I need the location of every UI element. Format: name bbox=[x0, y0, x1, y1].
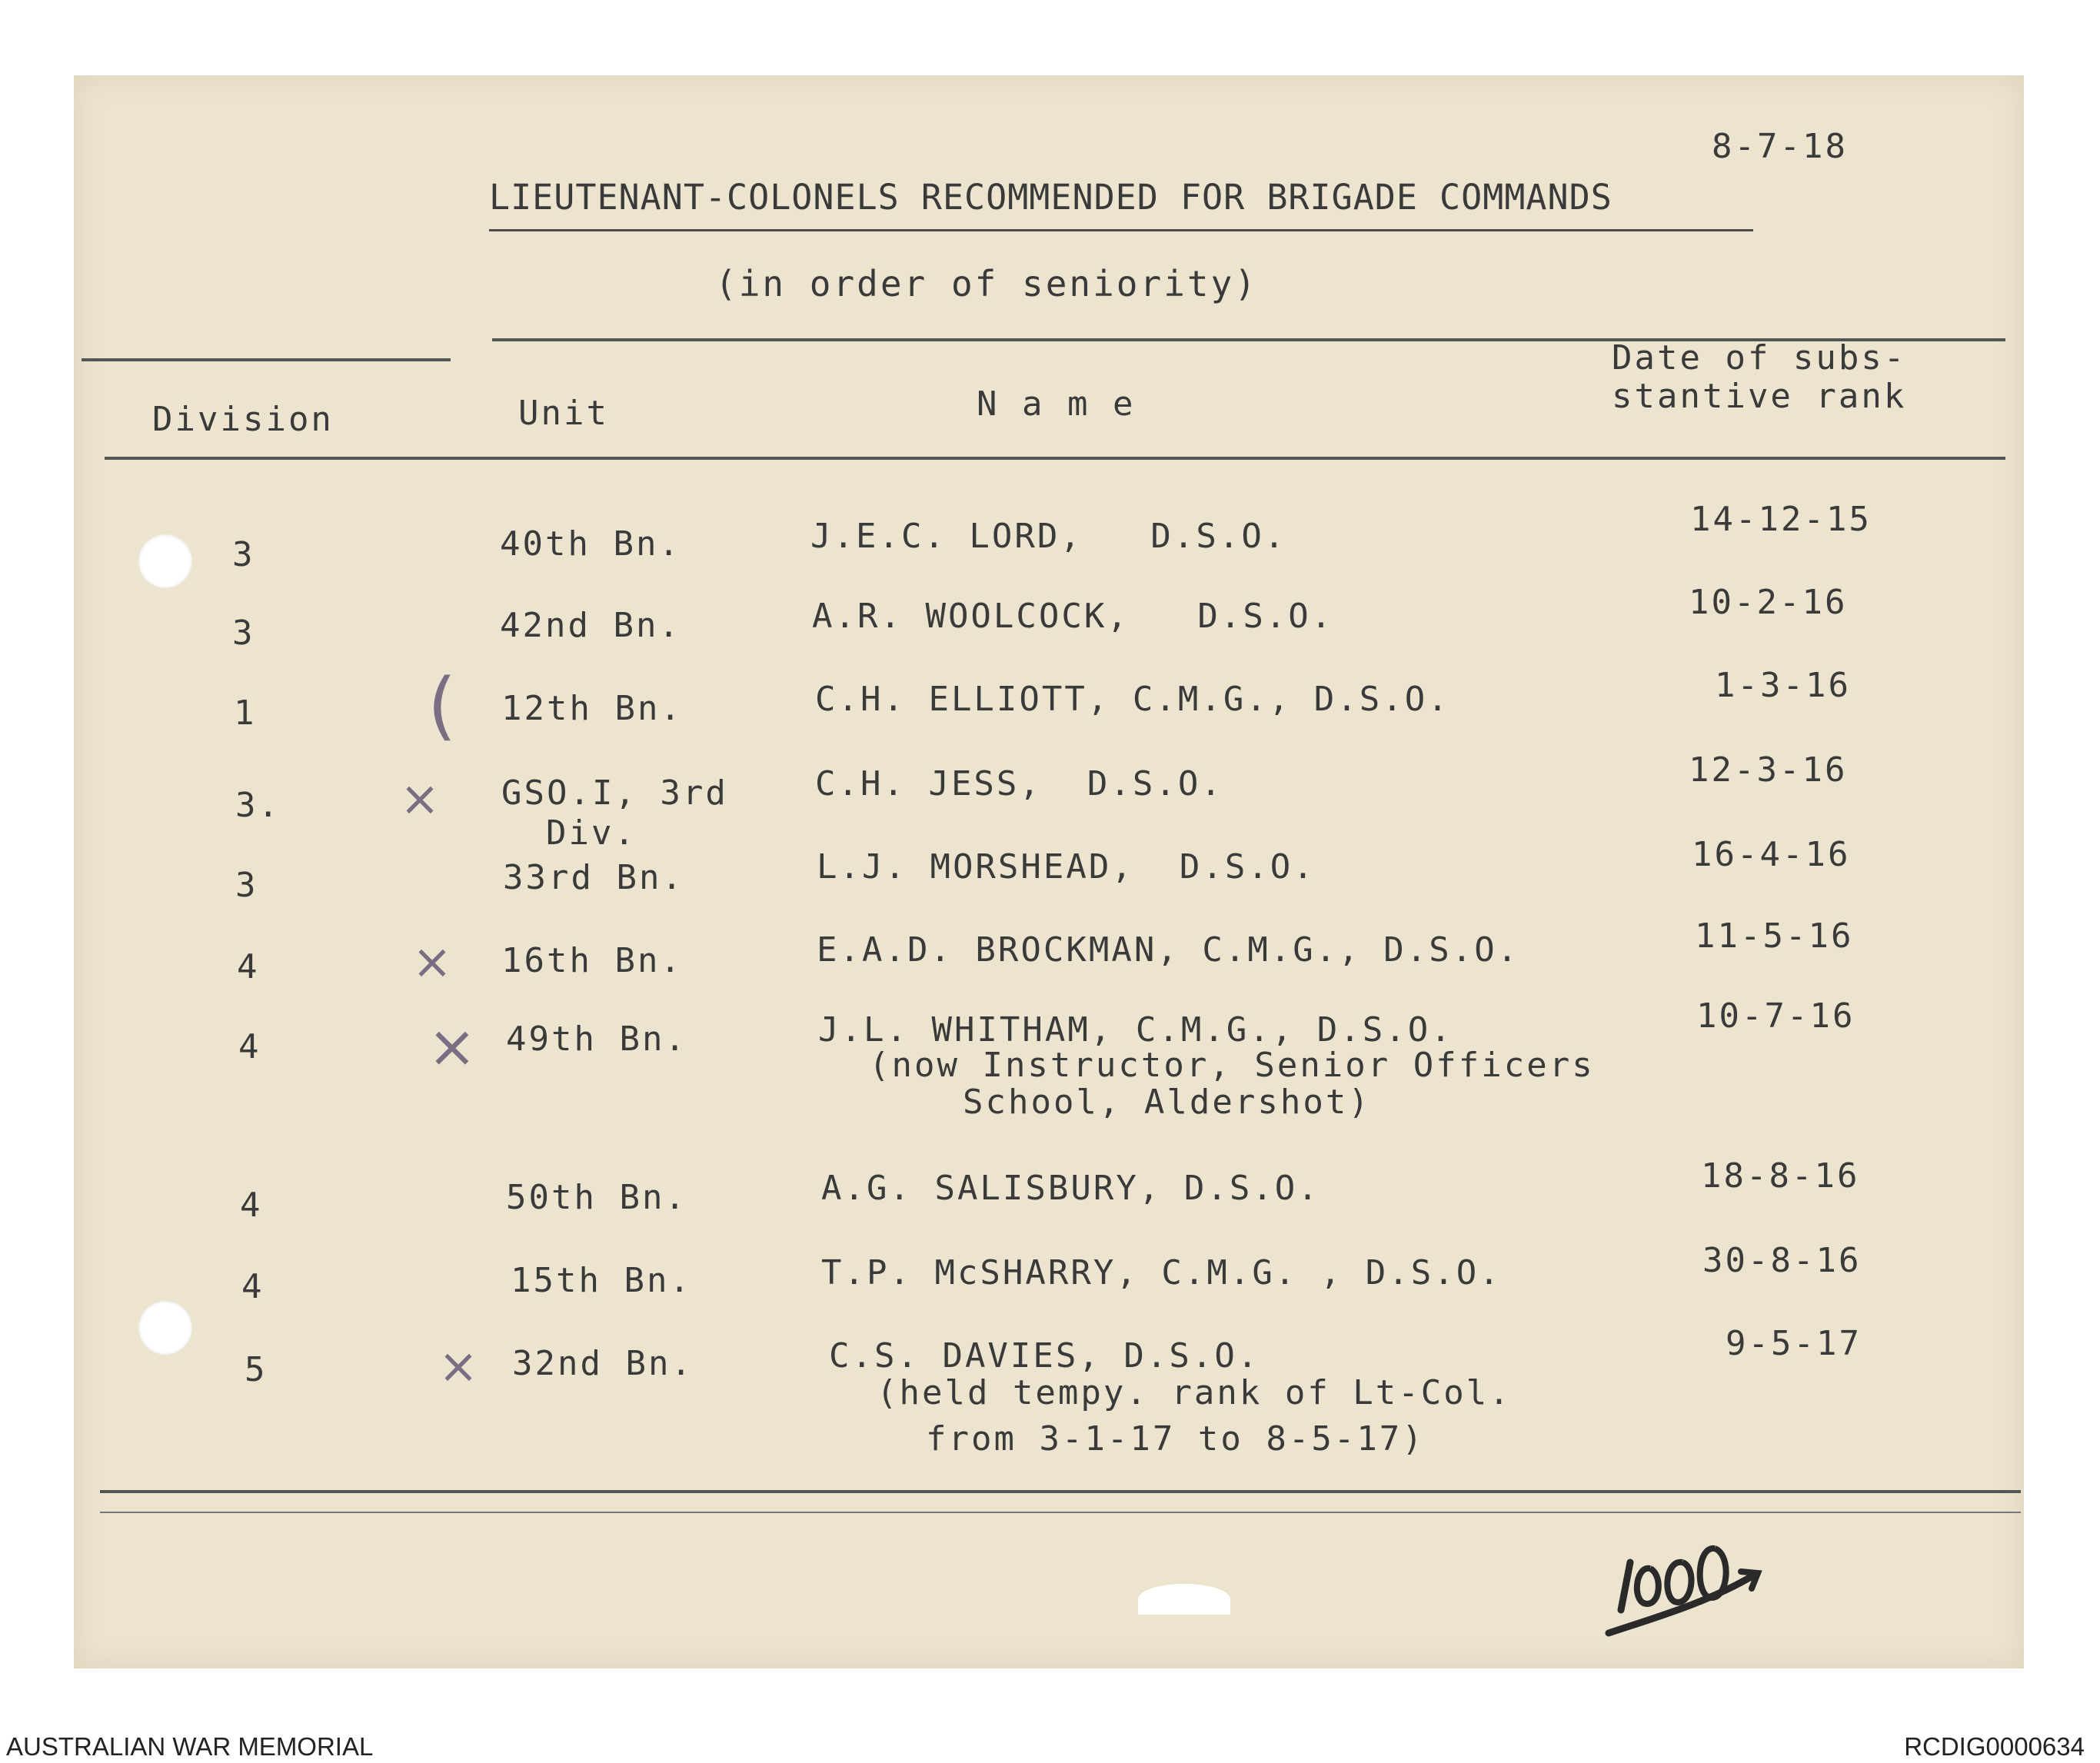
column-header-unit: Unit bbox=[518, 394, 609, 433]
row-10-note-line2: from 3-1-17 to 8-5-17) bbox=[926, 1419, 1425, 1459]
torn-edge bbox=[1138, 1584, 1230, 1615]
row-10-note-line1: (held tempy. rank of Lt-Col. bbox=[877, 1373, 1512, 1412]
row-3-name: C.H. ELLIOTT, C.M.G., D.S.O. bbox=[815, 680, 1450, 719]
document-title: LIEUTENANT-COLONELS RECOMMENDED FOR BRIGADE COMMANDS bbox=[489, 177, 1612, 218]
footer-source: AUSTRALIAN WAR MEMORIAL bbox=[6, 1732, 374, 1761]
cross-mark: × bbox=[412, 933, 452, 990]
row-1-unit: 40th Bn. bbox=[500, 524, 681, 564]
row-4-date: 12-3-16 bbox=[1689, 750, 1848, 790]
row-4-unit-line2: Div. bbox=[546, 813, 637, 853]
row-10-date: 9-5-17 bbox=[1726, 1324, 1862, 1363]
bracket-mark: ( bbox=[428, 663, 457, 749]
row-3-division: 1 bbox=[234, 694, 257, 733]
row-2-unit: 42nd Bn. bbox=[500, 606, 681, 645]
row-3-unit: 12th Bn. bbox=[501, 689, 683, 728]
row-6-unit: 16th Bn. bbox=[501, 941, 683, 980]
row-9-unit: 15th Bn. bbox=[511, 1261, 692, 1300]
row-9-name: T.P. McSHARRY, C.M.G. , D.S.O. bbox=[821, 1253, 1502, 1292]
row-1-name: J.E.C. LORD, D.S.O. bbox=[810, 517, 1287, 556]
cross-mark: × bbox=[428, 1012, 477, 1080]
row-10-division: 5 bbox=[245, 1350, 268, 1389]
row-7-division: 4 bbox=[238, 1027, 261, 1066]
row-8-name: A.G. SALISBURY, D.S.O. bbox=[821, 1169, 1320, 1208]
row-4-name: C.H. JESS, D.S.O. bbox=[815, 764, 1223, 803]
cross-mark: × bbox=[438, 1338, 478, 1394]
folio-number-handwriting bbox=[1601, 1518, 1770, 1641]
column-header-name: N a m e bbox=[977, 384, 1136, 424]
column-header-date-line1: Date of subs- bbox=[1612, 338, 1907, 378]
row-4-division: 3. bbox=[235, 786, 281, 825]
row-4-unit: GSO.I, 3rd bbox=[501, 773, 728, 813]
row-6-date: 11-5-16 bbox=[1695, 916, 1854, 956]
row-9-date: 30-8-16 bbox=[1702, 1241, 1862, 1280]
row-5-name: L.J. MORSHEAD, D.S.O. bbox=[817, 847, 1316, 886]
row-6-name: E.A.D. BROCKMAN, C.M.G., D.S.O. bbox=[817, 930, 1520, 970]
row-7-date: 10-7-16 bbox=[1696, 996, 1855, 1036]
cross-mark: × bbox=[400, 770, 440, 827]
row-2-division: 3 bbox=[232, 614, 255, 653]
row-2-date: 10-2-16 bbox=[1689, 583, 1848, 622]
row-7-note-line1: (now Instructor, Senior Officers bbox=[869, 1046, 1595, 1085]
punch-hole-bottom bbox=[138, 1301, 192, 1355]
column-header-date-line2: stantive rank bbox=[1612, 377, 1907, 416]
document-subtitle: (in order of seniority) bbox=[715, 263, 1258, 304]
punch-hole-top bbox=[138, 534, 192, 588]
row-2-name: A.R. WOOLCOCK, D.S.O. bbox=[812, 597, 1334, 636]
column-header-division: Division bbox=[152, 400, 334, 439]
header-top-rule-left bbox=[82, 358, 451, 361]
row-3-date: 1-3-16 bbox=[1715, 666, 1851, 705]
row-9-division: 4 bbox=[241, 1267, 265, 1306]
row-1-date: 14-12-15 bbox=[1690, 500, 1872, 539]
row-8-unit: 50th Bn. bbox=[506, 1178, 687, 1217]
row-8-date: 18-8-16 bbox=[1701, 1156, 1860, 1196]
row-6-division: 4 bbox=[237, 947, 260, 986]
footer-id: RCDIG0000634 bbox=[1904, 1732, 2085, 1761]
document-date: 8-7-18 bbox=[1712, 127, 1848, 166]
folio-number bbox=[1601, 1518, 1770, 1641]
row-7-name: J.L. WHITHAM, C.M.G., D.S.O. bbox=[818, 1010, 1453, 1049]
table-bottom-rule-2 bbox=[100, 1512, 2021, 1513]
row-7-unit: 49th Bn. bbox=[506, 1020, 687, 1059]
row-7-note-line2: School, Aldershot) bbox=[963, 1083, 1371, 1122]
row-8-division: 4 bbox=[240, 1186, 263, 1225]
row-5-unit: 33rd Bn. bbox=[503, 858, 684, 897]
table-bottom-rule bbox=[100, 1490, 2021, 1493]
row-1-division: 3 bbox=[232, 535, 255, 574]
title-underline bbox=[489, 229, 1753, 231]
row-10-unit: 32nd Bn. bbox=[512, 1344, 694, 1383]
row-5-division: 3 bbox=[235, 866, 258, 905]
header-bottom-rule bbox=[105, 457, 2005, 460]
row-5-date: 16-4-16 bbox=[1692, 835, 1851, 874]
row-10-name: C.S. DAVIES, D.S.O. bbox=[829, 1336, 1260, 1375]
